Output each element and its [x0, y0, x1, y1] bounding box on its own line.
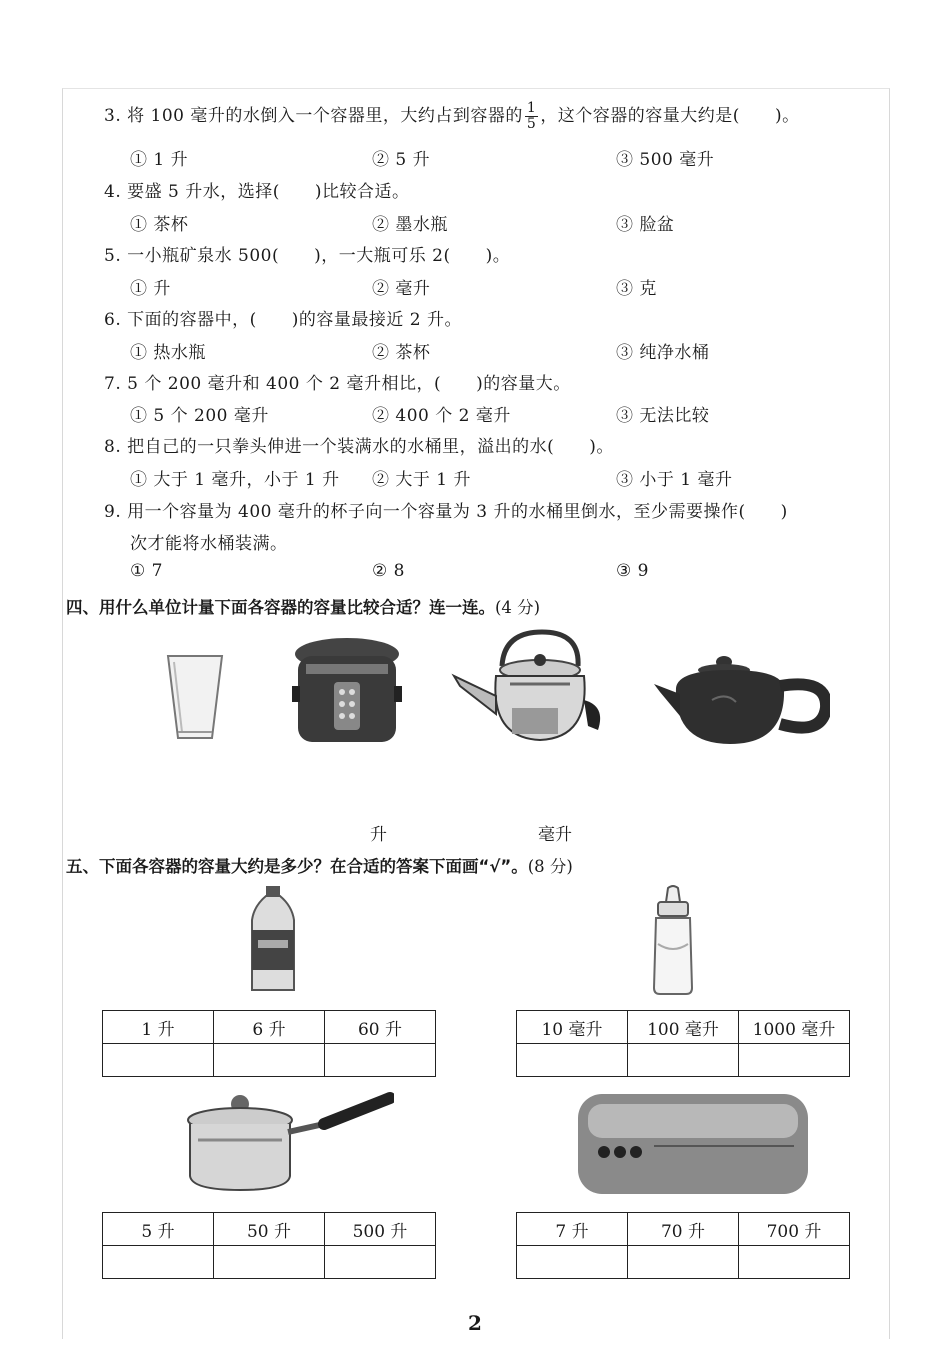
- answer-table-water-bottle: [102, 1010, 436, 1077]
- q9-option-3: ③ 9: [616, 561, 649, 581]
- question-9: 9. 用一个容量为 400 毫升的杯子向一个容量为 3 升的水桶里倒水，至少需要操作( ): [104, 502, 788, 522]
- q3-option-1: ① 1 升: [130, 150, 189, 170]
- baby-bottle-image: [648, 884, 698, 996]
- answer-cell[interactable]: [628, 1044, 739, 1077]
- table-cell: 70 升: [628, 1213, 739, 1246]
- table-cell: 500 升: [325, 1213, 436, 1246]
- question-5: 5. 一小瓶矿泉水 500( )，一大瓶可乐 2( )。: [104, 246, 511, 266]
- q4-option-3: ③ 脸盆: [616, 215, 675, 235]
- table-cell: 1000 毫升: [739, 1011, 850, 1044]
- q9-option-1: ① 7: [130, 561, 163, 581]
- question-6: 6. 下面的容器中，( )的容量最接近 2 升。: [104, 310, 463, 330]
- q4-option-2: ② 墨水瓶: [372, 215, 448, 235]
- answer-table-water-heater: [516, 1212, 850, 1279]
- answer-cell[interactable]: [103, 1044, 214, 1077]
- q5-option-3: ③ 克: [616, 279, 657, 299]
- question-4: 4. 要盛 5 升水，选择( )比较合适。: [104, 182, 410, 202]
- table-cell: 50 升: [214, 1213, 325, 1246]
- table-cell: 60 升: [325, 1011, 436, 1044]
- q8-option-1: ① 大于 1 毫升，小于 1 升: [130, 470, 340, 490]
- question-3: 3. 将 100 毫升的水倒入一个容器里，大约占到容器的 $\frac{1}{5}$ ，这个容器的容量大约是( )。: [104, 100, 800, 132]
- answer-table-baby-bottle: [516, 1010, 850, 1077]
- saucepan-image: [184, 1090, 394, 1194]
- q3-option-3: ③ 500 毫升: [616, 150, 715, 170]
- question-7: 7. 5 个 200 毫升和 400 个 2 毫升相比，( )的容量大。: [104, 374, 571, 394]
- answer-cell[interactable]: [739, 1246, 850, 1279]
- table-cell: 6 升: [214, 1011, 325, 1044]
- answer-table-saucepan: [102, 1212, 436, 1279]
- q6-option-2: ② 茶杯: [372, 343, 431, 363]
- table-cell: 7 升: [517, 1213, 628, 1246]
- rice-cooker-image: [288, 632, 406, 750]
- table-cell: 100 毫升: [628, 1011, 739, 1044]
- answer-cell[interactable]: [214, 1044, 325, 1077]
- answer-cell[interactable]: [517, 1246, 628, 1279]
- section-4-title: 四、用什么单位计量下面各容器的容量比较合适？连一连。(4 分): [66, 598, 541, 617]
- water-heater-image: [574, 1090, 812, 1198]
- kettle-image: [450, 626, 606, 746]
- answer-cell[interactable]: [103, 1246, 214, 1279]
- q9-option-2: ② 8: [372, 561, 405, 581]
- page-number: 2: [468, 1311, 482, 1335]
- section-5-title: 五、下面各容器的容量大约是多少？在合适的答案下面画“√”。(8 分): [66, 857, 573, 876]
- answer-cell[interactable]: [628, 1246, 739, 1279]
- q7-option-2: ② 400 个 2 毫升: [372, 406, 511, 426]
- table-cell: 1 升: [103, 1011, 214, 1044]
- answer-cell[interactable]: [517, 1044, 628, 1077]
- q7-option-1: ① 5 个 200 毫升: [130, 406, 269, 426]
- unit-liter: 升: [370, 825, 387, 845]
- q5-option-1: ① 升: [130, 279, 171, 299]
- question-8: 8. 把自己的一只拳头伸进一个装满水的水桶里，溢出的水( )。: [104, 437, 614, 457]
- unit-milliliter: 毫升: [538, 825, 572, 845]
- answer-cell[interactable]: [325, 1246, 436, 1279]
- question-9-line2: 次才能将水桶装满。: [130, 534, 288, 554]
- water-bottle-image: [242, 884, 304, 996]
- table-cell: 10 毫升: [517, 1011, 628, 1044]
- q4-option-1: ① 茶杯: [130, 215, 189, 235]
- q8-option-3: ③ 小于 1 毫升: [616, 470, 733, 490]
- answer-cell[interactable]: [214, 1246, 325, 1279]
- fraction: $\frac{1}{5}$: [526, 100, 537, 132]
- table-cell: 700 升: [739, 1213, 850, 1246]
- answer-cell[interactable]: [325, 1044, 436, 1077]
- glass-cup-image: [160, 652, 230, 744]
- q8-option-2: ② 大于 1 升: [372, 470, 472, 490]
- q5-option-2: ② 毫升: [372, 279, 431, 299]
- table-cell: 5 升: [103, 1213, 214, 1246]
- answer-cell[interactable]: [739, 1044, 850, 1077]
- teapot-image: [652, 648, 830, 748]
- q6-option-1: ① 热水瓶: [130, 343, 206, 363]
- q3-option-2: ② 5 升: [372, 150, 431, 170]
- q7-option-3: ③ 无法比较: [616, 406, 710, 426]
- q6-option-3: ③ 纯净水桶: [616, 343, 710, 363]
